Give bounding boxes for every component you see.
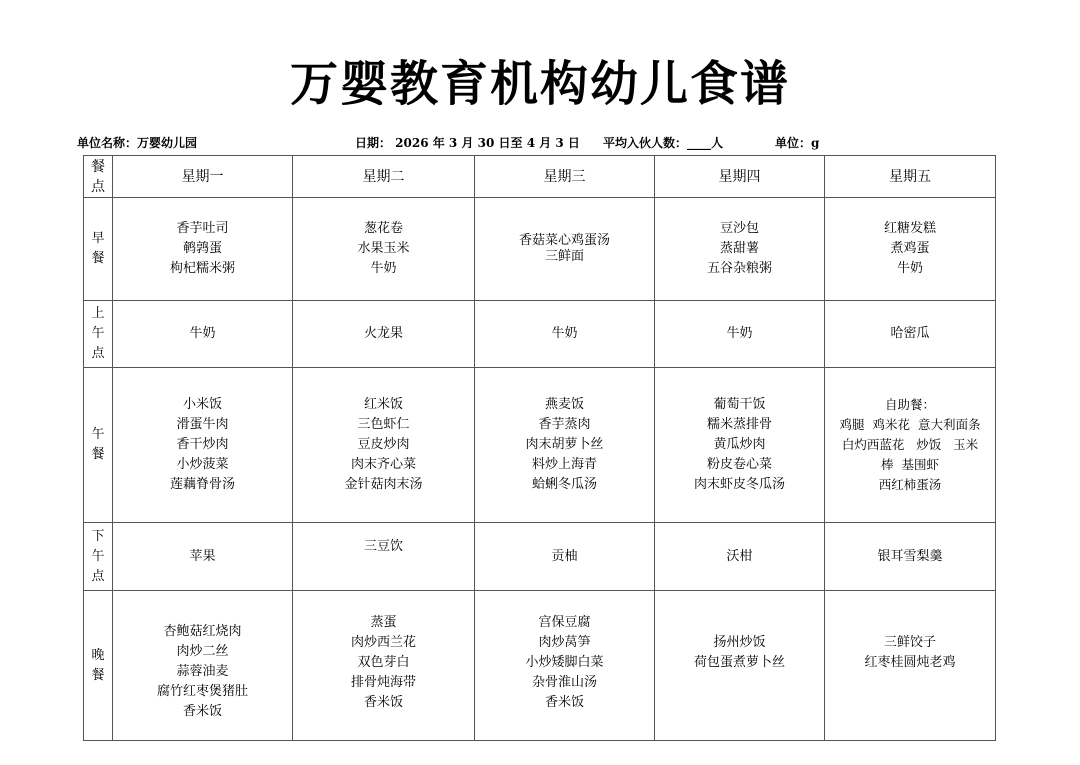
dish: 三鲜面 bbox=[544, 249, 584, 264]
dish: 贡柚 bbox=[551, 548, 578, 564]
dish: 腐竹红枣煲猪肚 bbox=[156, 683, 248, 699]
dish: 牛奶 bbox=[370, 261, 397, 276]
day-header-fri: 星期五 bbox=[825, 156, 996, 198]
dish: 排骨炖海带 bbox=[350, 675, 416, 690]
afternoon-snack-row bbox=[84, 523, 996, 591]
menu-cell bbox=[825, 301, 996, 368]
header-char: 餐 bbox=[91, 158, 105, 175]
dish: 杏鲍菇红烧肉 bbox=[163, 623, 242, 639]
menu-cell bbox=[293, 198, 475, 301]
menu-cell bbox=[113, 591, 293, 741]
meal-char: 午 bbox=[91, 548, 105, 564]
dish: 豆沙包 bbox=[719, 221, 759, 236]
dish: 宫保豆腐 bbox=[538, 615, 591, 630]
dish: 蒸蛋 bbox=[370, 615, 397, 630]
menu-cell bbox=[655, 198, 825, 301]
dish: 苹果 bbox=[189, 548, 216, 564]
dish: 棒 基围虾 bbox=[881, 457, 939, 472]
dish: 肉炒莴笋 bbox=[538, 635, 591, 650]
menu-cell bbox=[655, 523, 825, 591]
dish: 红枣桂圆炖老鸡 bbox=[864, 655, 956, 670]
meal-char: 午 bbox=[91, 326, 105, 341]
menu-cell bbox=[825, 368, 996, 523]
dish: 鸡腿 鸡米花 意大利面条 bbox=[839, 417, 981, 432]
dish: 香米饭 bbox=[182, 703, 222, 719]
dish: 三色虾仁 bbox=[357, 417, 410, 432]
dish: 香干炒肉 bbox=[176, 437, 229, 452]
dish: 豆皮炒肉 bbox=[357, 437, 410, 452]
meal-label-breakfast bbox=[84, 198, 113, 301]
menu-cell bbox=[475, 591, 655, 741]
dish: 三豆饮 bbox=[363, 539, 403, 554]
meal-char: 下 bbox=[91, 528, 105, 544]
dish: 糯米蒸排骨 bbox=[706, 417, 772, 432]
dish: 白灼西蓝花 炒饭 玉米 bbox=[841, 437, 979, 452]
dish: 五谷杂粮粥 bbox=[706, 261, 772, 276]
dish: 小米饭 bbox=[182, 397, 222, 412]
menu-cell bbox=[475, 301, 655, 368]
menu-cell bbox=[113, 368, 293, 523]
dish: 蒜蓉油麦 bbox=[176, 663, 229, 679]
menu-cell bbox=[293, 368, 475, 523]
menu-cell bbox=[113, 301, 293, 368]
dish: 香菇菜心鸡蛋汤 bbox=[518, 233, 610, 248]
dish: 三鲜饺子 bbox=[883, 635, 936, 650]
date-range: 日期： 2026 年 3 月 30 日至 4 月 3 日 bbox=[355, 136, 580, 150]
dish: 牛奶 bbox=[189, 326, 216, 341]
menu-cell bbox=[475, 523, 655, 591]
header-char: 点 bbox=[91, 178, 105, 195]
page-title: 万婴教育机构幼儿食谱 bbox=[289, 56, 790, 112]
dish: 肉末虾皮冬瓜汤 bbox=[693, 477, 785, 492]
dish: 火龙果 bbox=[363, 326, 403, 341]
menu-cell bbox=[825, 591, 996, 741]
dish: 荷包蛋煮萝卜丝 bbox=[693, 655, 785, 670]
menu-table bbox=[83, 155, 996, 741]
unit-of-measure: 单位：g bbox=[775, 136, 820, 150]
dish: 金针菇肉末汤 bbox=[344, 477, 423, 492]
header-row bbox=[84, 156, 996, 198]
day-header-mon: 星期一 bbox=[113, 156, 293, 198]
meal-char: 点 bbox=[91, 346, 105, 361]
dish: 煮鸡蛋 bbox=[890, 241, 930, 256]
dish: 燕麦饭 bbox=[544, 397, 584, 412]
dish: 蒸甜薯 bbox=[719, 241, 759, 256]
menu-cell bbox=[293, 591, 475, 741]
lunch-row bbox=[84, 368, 996, 523]
menu-cell bbox=[475, 368, 655, 523]
meal-label-morning-snack bbox=[84, 301, 113, 368]
dish: 牛奶 bbox=[551, 326, 578, 341]
dish: 肉炒西兰花 bbox=[350, 635, 416, 650]
dish: 牛奶 bbox=[896, 261, 923, 276]
dish: 料炒上海青 bbox=[531, 457, 597, 472]
morning-snack-row bbox=[84, 301, 996, 368]
dish: 枸杞糯米粥 bbox=[169, 261, 235, 276]
dish: 粉皮卷心菜 bbox=[706, 457, 772, 472]
dish: 香芋吐司 bbox=[176, 221, 229, 236]
meal-char: 午 bbox=[91, 427, 105, 442]
menu-cell bbox=[655, 368, 825, 523]
meal-char: 餐 bbox=[91, 251, 105, 266]
dish: 香米饭 bbox=[363, 695, 403, 710]
dish: 扬州炒饭 bbox=[713, 635, 766, 650]
meal-char: 早 bbox=[91, 231, 105, 246]
dish: 小炒矮脚白菜 bbox=[525, 655, 604, 670]
dish: 肉末胡萝卜丝 bbox=[525, 437, 604, 452]
menu-cell bbox=[655, 301, 825, 368]
dish: 哈密瓜 bbox=[890, 326, 930, 341]
dish: 水果玉米 bbox=[357, 241, 410, 256]
meal-column-header bbox=[84, 156, 113, 198]
dish: 香米饭 bbox=[544, 695, 584, 710]
dish: 自助餐： bbox=[884, 397, 935, 412]
dish: 鹌鹑蛋 bbox=[182, 241, 222, 256]
menu-cell bbox=[293, 301, 475, 368]
unit-name: 单位名称：万婴幼儿园 bbox=[77, 136, 198, 150]
dish: 莲藕脊骨汤 bbox=[169, 477, 235, 492]
dish: 西红柿蛋汤 bbox=[878, 477, 942, 492]
meal-char: 餐 bbox=[91, 667, 105, 683]
dish: 肉炒二丝 bbox=[176, 643, 229, 659]
dish: 红糖发糕 bbox=[883, 221, 936, 236]
day-header-wed: 星期三 bbox=[475, 156, 655, 198]
meal-label-dinner bbox=[84, 591, 113, 741]
dish: 红米饭 bbox=[363, 397, 403, 412]
dinner-row bbox=[84, 591, 996, 741]
dish: 银耳雪梨羹 bbox=[877, 548, 943, 564]
dish: 黄瓜炒肉 bbox=[713, 437, 766, 452]
day-header-tue: 星期二 bbox=[293, 156, 475, 198]
menu-cell bbox=[475, 198, 655, 301]
menu-cell bbox=[825, 523, 996, 591]
dish: 小炒菠菜 bbox=[176, 457, 229, 472]
dish: 滑蛋牛肉 bbox=[176, 417, 229, 432]
dish: 葡萄干饭 bbox=[713, 397, 766, 412]
menu-cell bbox=[293, 523, 475, 591]
dish: 香芋蒸肉 bbox=[538, 417, 591, 432]
dish: 沃柑 bbox=[726, 548, 753, 564]
dish: 牛奶 bbox=[726, 326, 753, 341]
average-attendance: 平均入伙人数：____人 bbox=[603, 136, 724, 150]
menu-cell bbox=[113, 198, 293, 301]
dish: 葱花卷 bbox=[363, 221, 403, 236]
breakfast-row bbox=[84, 198, 996, 301]
meal-label-afternoon-snack bbox=[84, 523, 113, 591]
meal-char: 餐 bbox=[91, 447, 105, 462]
meal-label-lunch bbox=[84, 368, 113, 523]
menu-cell bbox=[113, 523, 293, 591]
meal-char: 晚 bbox=[91, 647, 105, 663]
dish: 双色芽白 bbox=[357, 655, 410, 670]
dish: 杂骨淮山汤 bbox=[531, 675, 597, 690]
meal-char: 点 bbox=[91, 568, 105, 584]
menu-cell bbox=[655, 591, 825, 741]
menu-cell bbox=[825, 198, 996, 301]
dish: 肉末齐心菜 bbox=[350, 457, 416, 472]
meal-char: 上 bbox=[91, 306, 105, 321]
day-header-thu: 星期四 bbox=[655, 156, 825, 198]
dish: 蛤蜊冬瓜汤 bbox=[531, 477, 597, 492]
